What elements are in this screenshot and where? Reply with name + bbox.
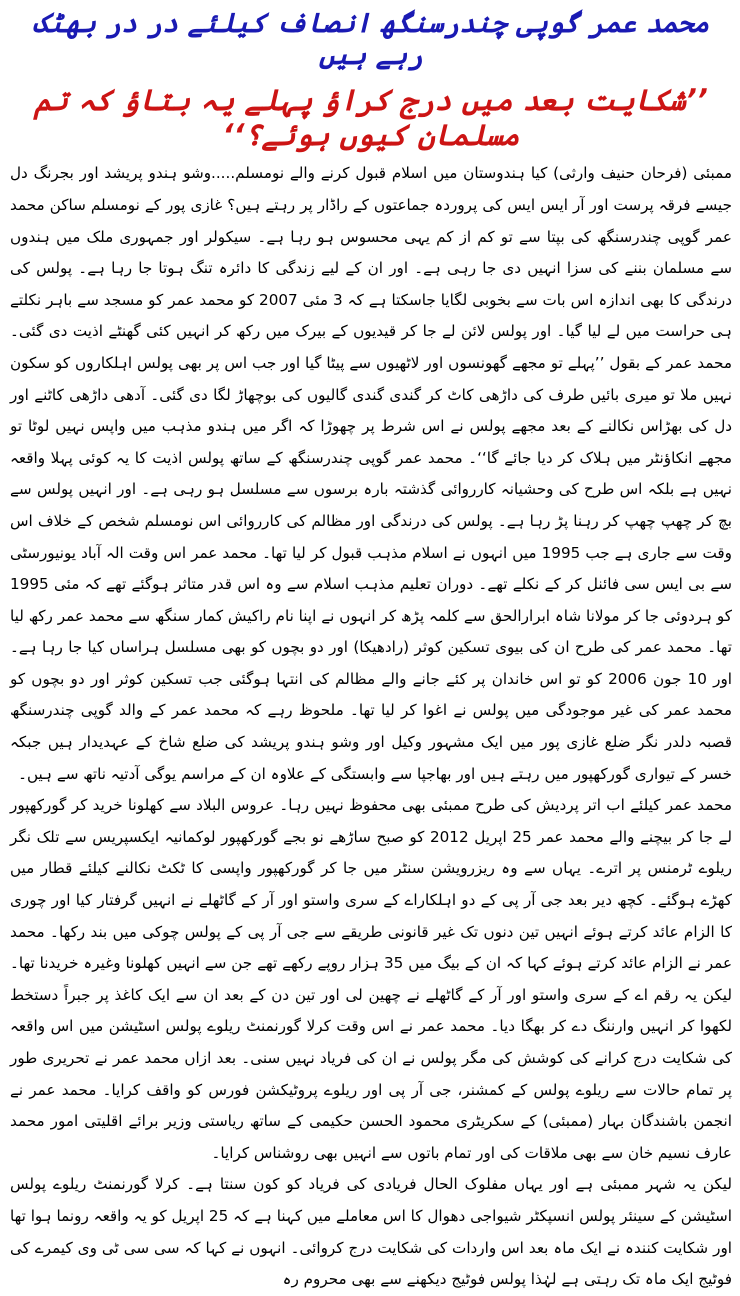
article-body bbox=[10, 158, 732, 1295]
headline-sub: ’’شکایت بعد میں درج کراؤ پہلے یہ بتاؤ کہ تم مسلمان کیوں ہوئے؟‘‘ bbox=[34, 82, 708, 152]
article-paragraph: ممبئی (فرحان حنیف وارثی) کیا ہندوستان میں اسلام قبول کرنے والے نومسلم.....وشو ہندو پریشد اور بجرنگ دل جیسے فرقہ پرست اور آر ایس ایس کی پروردہ جماعتوں کے راڈار پر رہتے ہیں؟ غازی پور کے نومسلم ساکن محمد عمر گوپی چندرسنگھ کی بپتا سے تو کم از کم یہی محسوس ہو رہا ہے۔ سیکولر اور جمہوری ملک میں ہندوں سے مسلمان بننے کی سزا انہیں دی جا رہی ہے۔ اور ان کے لیے زندگی کا دائرہ تنگ ہوتا جا رہا ہے۔ پولس کی درندگی کا بھی اندازہ اس بات سے بخوبی لگایا جاسکتا ہے کہ 3 مئی 2007 کو محمد عمر کو مسجد سے باہر نکلتے ہی حراست میں لے لیا گیا۔ اور پولس لائن لے جا کر قیدیوں کے بیرک میں رکھ کر انہیں کئی گھنٹے اذیت دی گئی۔ محمد عمر کے بقول ’’پہلے تو مجھے گھونسوں اور لاٹھیوں سے پیٹا گیا اور جب اس پر بھی پولس اہلکاروں کو سکون نہیں ملا تو میری بائیں طرف کی داڑھی کاٹ کر گندی گندی گالیوں کی بوچھاڑ لگا دی گئی۔ آدھی داڑھی کاٹنے اور دل کی بھڑاس نکالنے کے بعد مجھے پولس نے اس شرط پر چھوڑا کہ اگر میں ہندو مذہب میں واپس نہیں لوٹا تو مجھے انکاؤنٹر میں ہلاک کر دیا جائے گا‘‘۔ محمد عمر گوپی چندرسنگھ کے ساتھ پولس اذیت کا یہ کوئی پہلا واقعہ نہیں ہے بلکہ اس طرح کی وحشیانہ کارروائی گذشتہ بارہ برسوں سے مسلسل ہو رہی ہے۔ اور انہیں پولس سے بچ کر چھپ چھپ کر رہنا پڑ رہا ہے۔ پولس کی درندگی اور مظالم کی کارروائی اس نومسلم شخص کے خلاف اس وقت سے جاری ہے جب 1995 میں انہوں نے اسلام مذہب قبول کر لیا تھا۔ محمد عمر اس وقت الہ آباد یونیورسٹی سے بی ایس سی فائنل کر کے نکلے تھے۔ دوران تعلیم مذہب اسلام سے وہ اس قدر متاثر ہوگئے تھے کہ مئی 1995 کو ہردوئی جا کر مولانا شاہ ابرارالحق سے کلمہ پڑھ کر انہوں نے اپنا نام راکیش کمار سنگھ سے محمد عمر رکھ لیا تھا۔ محمد عمر کی طرح ان کی بیوی تسکین کوثر (رادھیکا) اور دو بچوں کو بھی مسلسل ہراساں کیا جا رہا ہے۔ اور 10 جون 2006 کو تو اس خاندان پر کئے جانے والے مظالم کی انتہا ہوگئی جب تسکین کوثر اور دو بچوں کو محمد عمر کی غیر موجودگی میں پولس نے اغوا کر لیا تھا۔ ملحوظ رہے کہ محمد عمر کے والد گوپی چندرسنگھ قصبہ دلدر نگر ضلع غازی پور میں ایک مشہور وکیل اور وشو ہندو پریشد کی ضلع شاخ کے عہدیدار ہیں جبکہ خسر کے تیواری گورکھپور میں رہتے ہیں اور بھاجپا سے وابستگی کے علاوہ ان کے مراسم یوگی آدتیہ ناتھ سے ہیں۔ bbox=[10, 164, 733, 783]
article-paragraph: محمد عمر کیلئے اب اتر پردیش کی طرح ممبئی بھی محفوظ نہیں رہا۔ عروس البلاد سے کھلونا خرید کر گورکھپور لے جا کر بیچنے والے محمد عمر 25 اپریل 2012 کو صبح ساڑھے نو بجے گورکھپور لوکمانیہ ایکسپریس سے تلک نگر ریلوے ٹرمنس پر اترے۔ یہاں سے وہ ریزرویشن سنٹر میں جا کر گورکھپور واپسی کا ٹکٹ نکالنے کیلئے قطار میں کھڑے ہوگئے۔ کچھ دیر بعد جی آر پی کے دو اہلکاراے کے سری واستو اور آر کے گاٹھلے نے انہیں گرفتار کیا اور چوری کا الزام عائد کرتے ہوئے انہیں تین دنوں تک غیر قانونی طریقے سے جی آر پی کے پولس چوکی میں بند رکھا۔ محمد عمر نے الزام عائد کرتے ہوئے کہا کہ ان کے بیگ میں 35 ہزار روپے رکھے تھے جن سے انہیں کھلونا وغیرہ خریدنا تھا۔ لیکن یہ رقم اے کے سری واستو اور آر کے گاٹھلے نے چھین لی اور تین دن کے بعد ان سے ایک کاغذ پر جبراً دستخط لکھوا کر انہیں وارننگ دے کر بھگا دیا۔ محمد عمر نے اس وقت کرلا گورنمنٹ ریلوے پولس اسٹیشن میں اس واقعہ کی شکایت درج کرانے کی کوشش کی مگر پولس نے ان کی فریاد نہیں سنی۔ بعد ازاں محمد عمر نے تحریری طور پر تمام حالات سے ریلوے پولس کے کمشنر، جی آر پی اور ریلوے پروٹیکشن فورس کو واقف کرایا۔ محمد عمر نے انجمن باشندگان بہار (ممبئی) کے سکریٹری محمود الحسن حکیمی کے ساتھ ریاستی وزیر برائے اقلیتی امور محمد عارف نسیم خان سے بھی ملاقات کی اور تمام باتوں سے انہیں بھی روشناس کرایا۔ bbox=[10, 796, 733, 1162]
article-paragraph: لیکن یہ شہر ممبئی ہے اور یہاں مفلوک الحال فریادی کی فریاد کو کون سنتا ہے۔ کرلا گورنمنٹ ریلوے پولس اسٹیشن کے سینئر پولس انسپکٹر شیواجی دھوال کا اس معاملے میں کہنا ہے کہ 25 اپریل کو یہ واقعہ رونما ہوا تھا اور شکایت کنندہ نے ایک ماہ بعد اس واردات کی شکایت درج کروائی۔ انہوں نے کہا کہ سی سی ٹی وی کیمرے کی فوٹیج ایک ماہ تک رہتی ہے لہٰذا پولس فوٹیج دیکھنے سے بھی محروم رہ bbox=[10, 1175, 732, 1289]
headline-main: محمد عمر گوپی چندرسنگھ انصاف کیلئے در در بھٹک رہے ہیں bbox=[32, 8, 710, 72]
